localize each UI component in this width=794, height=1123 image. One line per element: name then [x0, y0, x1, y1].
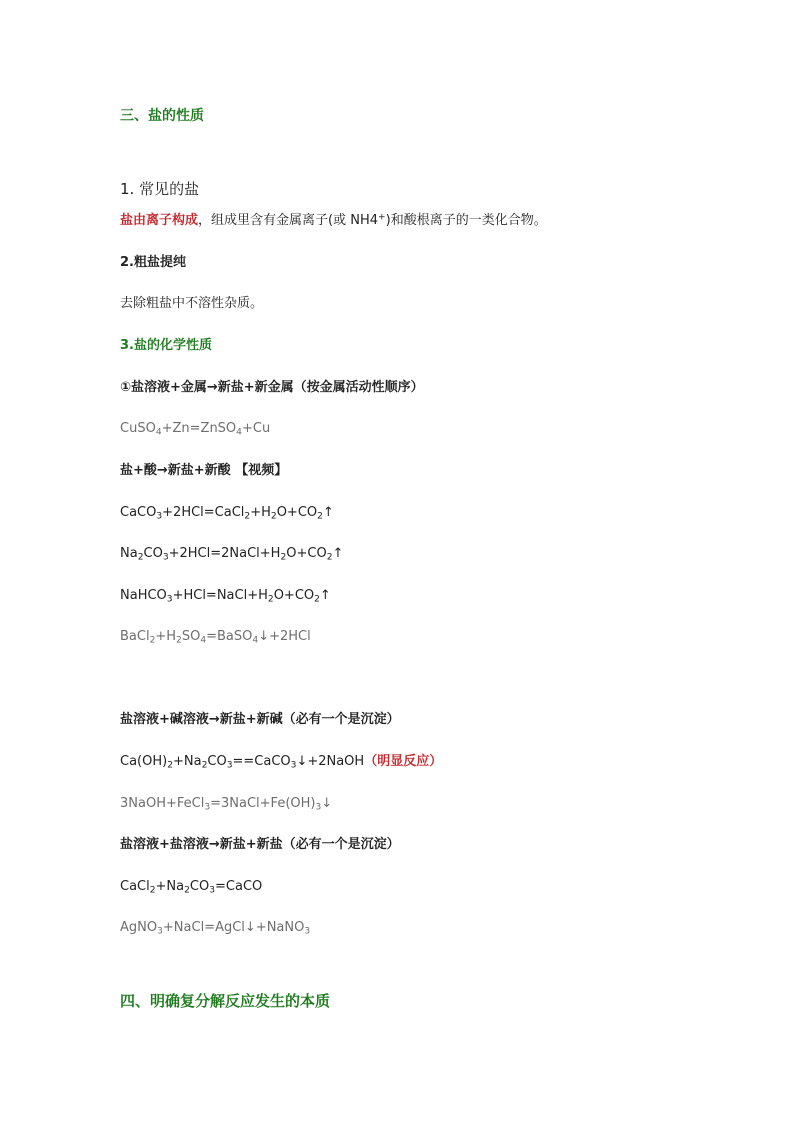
section-4-title: 四、明确复分解反应发生的本质	[120, 992, 331, 1010]
rule-salt-acid: 盐+酸→新盐+新酸 【视频】	[120, 463, 288, 478]
note-obvious-reaction: （明显反应）	[364, 754, 443, 769]
paragraph-salt-definition: 盐由离子构成，组成里含有金属离子(或 NH4+)和酸根离子的一类化合物。	[120, 212, 547, 228]
section-3-title: 三、盐的性质	[120, 108, 204, 124]
equation-bacl2-h2so4: $BaCl_2+H_2SO_4=BaSO_4↓+2HCl$	[120, 629, 311, 646]
paragraph-purification: 去除粗盐中不溶性杂质。	[120, 296, 264, 311]
equation-na2co3-hcl: $Na_2CO_3+2HCl=2NaCl+H_2O+CO_2↑$	[120, 546, 344, 563]
rule-salt-metal: ①盐溶液+金属→新盐+新金属（按金属活动性顺序）	[120, 380, 424, 395]
rule-salt-base: 盐溶液+碱溶液→新盐+新碱（必有一个是沉淀）	[120, 712, 400, 727]
rule-salt-salt: 盐溶液+盐溶液→新盐+新盐（必有一个是沉淀）	[120, 837, 400, 852]
equation-agno3-nacl: AgNO$_3$+NaCl=AgCl↓+NaNO$_3$	[120, 920, 311, 937]
equation-cuso4-zn: CuSO$_4$+Zn=ZnSO$_4$+Cu	[120, 421, 271, 438]
heading-chemical-properties: 3.盐的化学性质	[120, 338, 212, 353]
highlight-ionic: 盐由离子构成	[120, 213, 199, 228]
equation-caoh2-na2co3: $Ca(OH)_2+Na_2CO_3==CaCO_3↓+2NaOH$（明显反应）	[120, 754, 443, 771]
equation-nahco3-hcl: $NaHCO_3+HCl=NaCl+H_2O+CO_2↑$	[120, 588, 331, 605]
heading-common-salts: 1. 常见的盐	[120, 180, 200, 198]
heading-salt-purification: 2.粗盐提纯	[120, 255, 186, 270]
equation-caco3-hcl: $CaCO_3+2HCl=CaCl_2+H_2O+CO_2↑$	[120, 505, 334, 522]
equation-naoh-fecl3: $3NaOH+FeCl_3=3NaCl+Fe(OH)_3↓$	[120, 796, 333, 813]
equation-cacl2-na2co3: $CaCl_2+Na_2CO_3=CaCO$	[120, 879, 263, 896]
